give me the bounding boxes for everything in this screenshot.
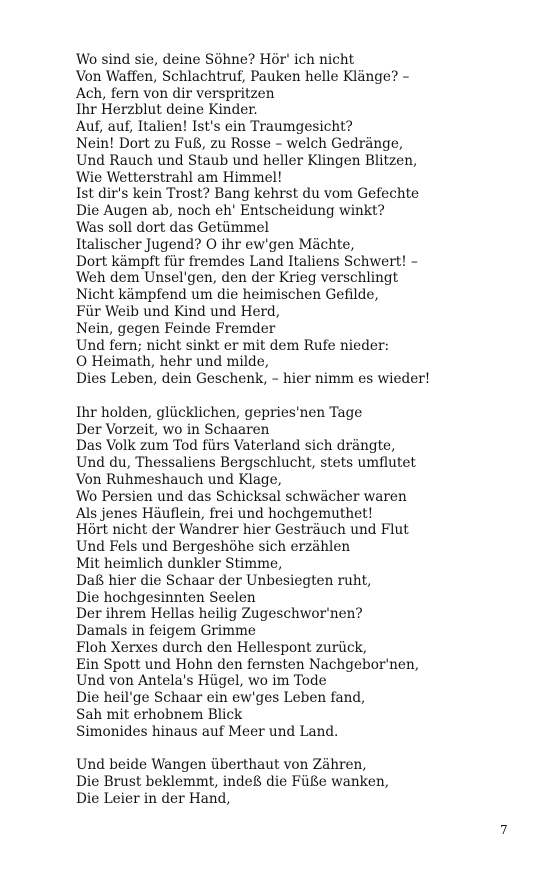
poem-line: Wo Persien und das Schicksal schwächer waren <box>76 488 407 505</box>
poem-line: Mit heimlich dunkler Stimme, <box>76 555 283 572</box>
poem-line: Und beide Wangen überthaut von Zähren, <box>76 757 367 774</box>
poem-line: Die Leier in der Hand, <box>76 791 231 808</box>
poem-line: Und fern; nicht sinkt er mit dem Rufe nieder: <box>76 337 390 354</box>
poem-line: Italischer Jugend? O ihr ew'gen Mächte, <box>76 236 355 253</box>
poem-line: Für Weib und Kind und Herd, <box>76 303 281 320</box>
poem-line: Damals in feigem Grimme <box>76 623 256 640</box>
poem-line: Ist dir's kein Trost? Bang kehrst du vom Gefechte <box>76 186 420 203</box>
poem-line: Ihr holden, glücklichen, gepries'nen Tage <box>76 404 363 421</box>
poem-line: O Heimath, hehr und milde, <box>76 354 270 371</box>
poem-line: Simonides hinaus auf Meer und Land. <box>76 723 339 740</box>
poem-line: Floh Xerxes durch den Hellespont zurück, <box>76 639 368 656</box>
poem-line: Und Rauch und Staub und heller Klingen Blitzen, <box>76 152 418 169</box>
poem-line: Hört nicht der Wandrer hier Gesträuch und Flut <box>76 522 409 539</box>
poem-text <box>76 52 516 808</box>
stanza <box>76 52 516 388</box>
poem-line: Die Augen ab, noch eh' Entscheidung winkt? <box>76 203 385 220</box>
stanza <box>76 405 516 741</box>
poem-line: Als jenes Häuflein, frei und hochgemuthet! <box>76 505 374 522</box>
poem-line: Ach, fern von dir verspritzen <box>76 85 275 102</box>
poem-line: Was soll dort das Getümmel <box>76 219 269 236</box>
poem-line: Dort kämpft für fremdes Land Italiens Schwert! – <box>76 253 418 270</box>
poem-line: Daß hier die Schaar der Unbesiegten ruht, <box>76 572 372 589</box>
poem-line: Auf, auf, Italien! Ist's ein Traumgesicht? <box>76 119 353 136</box>
poem-line: Und Fels und Bergeshöhe sich erzählen <box>76 539 351 556</box>
poem-line: Von Ruhmeshauch und Klage, <box>76 471 282 488</box>
poem-line: Wie Wetterstrahl am Himmel! <box>76 169 283 186</box>
poem-line: Die Brust beklemmt, indeß die Füße wanken, <box>76 774 390 791</box>
poem-line: Sah mit erhobnem Blick <box>76 707 243 724</box>
poem-line: Ein Spott und Hohn den fernsten Nachgebor'nen, <box>76 656 420 673</box>
page-number: 7 <box>500 823 508 837</box>
poem-line: Und du, Thessaliens Bergschlucht, stets umflutet <box>76 455 416 472</box>
poem-line: Der ihrem Hellas heilig Zugeschwor'nen? <box>76 606 363 623</box>
poem-line: Die heil'ge Schaar ein ew'ges Leben fand, <box>76 690 366 707</box>
stanza <box>76 757 516 807</box>
poem-line: Das Volk zum Tod fürs Vaterland sich drängte, <box>76 438 396 455</box>
poem-line: Nicht kämpfend um die heimischen Gefilde, <box>76 287 379 304</box>
poem-line: Ihr Herzblut deine Kinder. <box>76 102 258 119</box>
poem-line: Dies Leben, dein Geschenk, – hier nimm es wieder! <box>76 371 431 388</box>
poem-line: Der Vorzeit, wo in Schaaren <box>76 421 270 438</box>
poem-line: Die hochgesinnten Seelen <box>76 589 256 606</box>
poem-line: Nein! Dort zu Fuß, zu Rosse – welch Gedränge, <box>76 135 404 152</box>
poem-line: Und von Antela's Hügel, wo im Tode <box>76 673 327 690</box>
poem-line: Nein, gegen Feinde Fremder <box>76 320 276 337</box>
poem-line: Wo sind sie, deine Söhne? Hör' ich nicht <box>76 52 355 68</box>
poem-line: Weh dem Unsel'gen, den der Krieg verschlingt <box>76 270 399 287</box>
poem-line: Von Waffen, Schlachtruf, Pauken helle Klänge? – <box>76 68 410 85</box>
